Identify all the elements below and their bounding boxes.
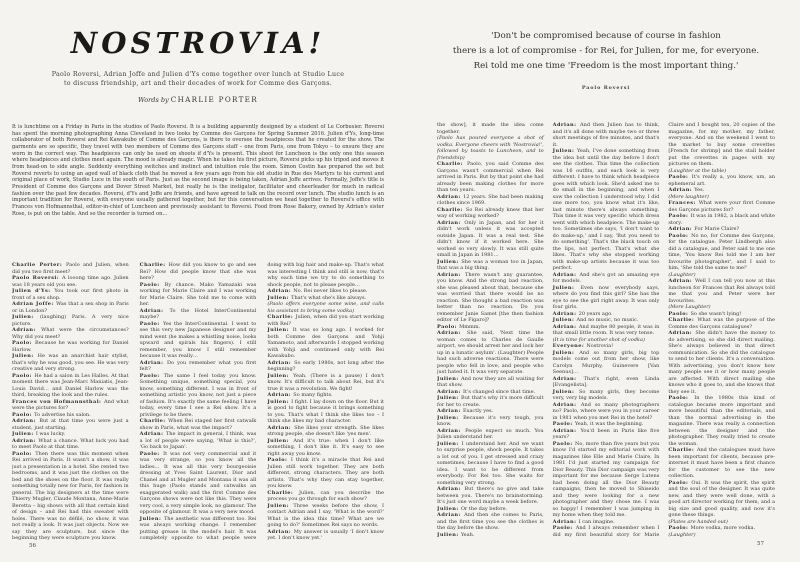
speaker-name: Adrian: [267,359,295,366]
stage-direction: (Paolo has poured everyone a shot of vodka. Everyone cheers with 'Nostrovia!', followed by toasts to Luncheon, and to friendship) [437,135,544,161]
dialogue-entry: Julien: That's what she's like always. [267,294,367,301]
speaker-name: Frances von Hofmannsthal: [12,398,105,405]
dialogue-entry: Adrian: And then Julien has to think, and it's all done with maybe two or three short meetings of five minutes, and that's it. [552,122,660,148]
dialogue-entry: Frances von Hofmannsthal: And what were the pictures for? [12,398,129,411]
dialogue-entry: Adrian: And so many photographers no? Paolo, where were you in your career in 1981 when you met Rei in the hotel? [552,401,660,421]
speaker-name: Adrian: [267,288,294,294]
dialogue-entry: Adrian: She likes your strength. She likes strong people, she doesn't like 'yes men'. [267,424,384,437]
dialogue-entry: Julien: But that's why it's more difficult for her to create. [437,395,544,408]
dialogue-entry: Paolo Roversi: A looong time ago. Julien was 18 years old you see. [12,275,129,288]
dialogue-entry: Adrian: I can imagine. [552,518,615,525]
speaker-name: Adrian: [437,271,465,278]
speaker-name: Adrian Joffe: [12,301,57,307]
dialogue-entry: Charlie: How did you know to go and see Rei? How did people know that she was here? [139,262,257,281]
speaker-name: Julien: [552,148,578,154]
quote-line-3: Rei told me one time 'Freedom is the most important thing.' [473,60,739,71]
speaker-name: Frances: [668,200,699,206]
dialogue-entry: Adrian: And then she comes to Paris, and the first time you see the clothes is the day before the show. [437,512,544,531]
speaker-name: Julien: [552,284,581,291]
speaker-name: Adrian: [552,427,581,434]
dialogue-entry: Julien: Yeah. (There is a pause) I don't know. It's difficult to talk about Rei, but it's true it was a revolution. We fight! [267,372,384,392]
dialogue-entry: Julien: Or the day before. [437,505,508,512]
dialogue-entry: Julien: And so many girls, big top models come out from her show, like Carolyn Murphy, Guinevere [Van Seenus]… [552,349,660,375]
speaker-name: Julien: [267,294,292,301]
dialogue-entry: Adrian: But at that time you were just a student, just starting. [12,418,129,431]
dialogue-entry: Adrian: What a chance. What luck you had to meet Paolo at that time. [12,437,129,450]
dialogue-entry: Julien: The aesthetic was different too. Rei was always working change. I remember putting grease in the model's hair. It was completely opposite to what people were doing with big hair and make-up. That's what was interesting I think and still is now, that's why each time we try to do something to shock people, not to please people… [139,262,384,541]
speaker-name: Adrian: [552,323,579,330]
speaker-name: Paolo: [437,323,460,330]
dialogue-entry: Julien: And now they are all waiting for that show. [437,375,544,388]
dialogue-entry: Paolo: Yeah, it was the beginning. [552,421,644,427]
dialogue-entry: Julien: Because it's very tough, you know. [437,414,544,427]
speaker-name: Adrian: [552,518,579,525]
dialogue-entry: Paolo: Oui. It was the spirit, the spirit and the soul of the designer. It was quite new, and they were well done, with a good art director working for them, and a big size and good quality, and now it's gone these things. [668,479,775,518]
dialogue-entry: Adrian: 20 years ago. [552,310,613,317]
intro-paragraph: It is lunchtime on a Friday in Paris in the studios of Paolo Roversi. It is a building apparently designed by a student of Le Corbusier. Roversi has spent the morning photographing Anna Cleveland in two looks by Comme des Garçons for Spring Summer 2016. Julien d'Ys, long-time collaborator of both Roversi and Rei Kawakubo of Comme des Garçons, is there to oversee the headpieces that he created for the show. The garments are so specific, they travel with two members of Comme des Garçons staff – one from Paris, one from Tokyo – to ensure they are worn in the correct way. The headpieces can only be used on shoots if d'Ys is present. This shoot for Luncheon is the only one this season where headpieces and clothes meet again. The mood is already magic. When he takes his first picture, Roversi picks up his tripod and moves it from head-on to side angle. Suddenly everything switches and instinct and intuition rule the room. Simon Costin has prepared the set but Roversi reverts to using an aged wall of black cloth that he moved a few years ago from his old studio in Rue des Martyrs to his current and original place of work, Studio Luce in the south of Paris. Just as the second image is being taken, Adrian Joffe arrives. Formally, Joffe's title is President of Comme des Garçons and Dover Street Market, but really he is the instigator, facilitator and cheerleader for much in radical fashion over the past few decades. Roversi, d'Ys and Joffe are friends, and have agreed to talk on the record over lunch. The studio lunch is an important tradition for Roversi, with everyone usually gathered together, but for this conversation we head together to Roversi's office with Frances von Hofmannsthal, editor-in-chief of Luncheon and previously assistant to Roversi. Food from Rose Bakery, owned by Adrian's sister Rose, is put on the table. And so the recorder is turned on… [12,124,384,217]
speaker-name: Adrian: [437,388,463,395]
dialogue-entry: Paolo: No, more than five years but you know I'd started my editorial work with magazines like Elle and Marie Claire. In 1981 I'd just started my campaign for Dior Beauty. This Dior campaign was very important for me because Serge Lutens had been doing all the Dior Beauty campaigns, then he moved to Shiseido and they were looking for a new photographer and they chose me. I was so happy! I remember I was jumping in my home when they told me. [552,440,660,518]
article-title: NOSTROVIA! [70,26,326,60]
speaker-name: Everyone: [552,343,587,349]
speaker-name: Adrian: [12,418,40,424]
speaker-name: Julien: [552,349,580,356]
dialogue-entry: Julien: I was lucky. [12,431,66,437]
dialogue-entry: Paolo: It was in 1982, a black and white story. [668,213,775,226]
stage-direction: (Laughter) [668,271,696,278]
dialogue-entry: Adrian: And she's got an amazing eye for models. [552,271,660,284]
dialogue-entry: Adrian: To the Hotel InterContinental maybe? [139,307,257,320]
dialogue-entry: Paolo: The same I feel today you know. Something unique, something special, you know, something different. I was in front of something artistic you know, not just a piece of fashion. It's exactly the same feeling I have today, every time I see a Rei show. It's a privilege to be there. [139,372,257,418]
dialogue-entry: Adrian: So early 1980s, not long after the beginning? [267,359,384,372]
dialogue-entry: Julien: And no music, no music. [552,317,639,323]
quote-line-1: 'Don't be compromised because of course in fashion [491,31,721,41]
speaker-name: Adrian: [437,408,463,414]
speaker-name: Adrian: [139,307,170,314]
speaker-name: Adrian: [552,271,580,278]
speaker-name: Julien: [12,353,38,359]
speaker-name: Paolo: [139,450,164,457]
speaker-name: Charlie: [267,489,300,496]
pull-quote [437,29,775,73]
dialogue-entry: Charlie: What was the purpose of the Comme des Garçons catalogues? [668,317,775,330]
dialogue-entry: Paolo: To advertise his salon. [12,411,91,418]
speaker-name: Adrian: [12,327,42,333]
dialogue-columns-left [12,262,384,543]
dialogue-entry: Julien: Yeah. [437,531,475,538]
dialogue-entry: Adrian: She didn't have the money to do advertising, so she did direct mailing. She's always believed in that direct communication. So she did the catalogue to send to her clients. It's a conversation. With advertising, you don't know how many people see it or how many people are affected. With direct mailing she knows who it goes to, and she knows that they see it. [668,330,775,395]
speaker-name: Adrian: [437,427,466,434]
speaker-name: Paolo: [139,372,164,379]
speaker-name: Paolo: [12,411,35,418]
speaker-name: Charlie: [139,418,169,424]
page-number-right: 57 [757,541,764,547]
speaker-name: Julien: [437,414,464,421]
dialogue-entry: Adrian: Well I can tell you now at this luncheon for Frances that Rei always told me that you and Peter were her favourites. [668,278,775,304]
speaker-name: Charlie Porter: [12,262,66,268]
dialogue-entry: Charlie: Julien, when did you start working with Rei? [267,314,384,327]
dialogue-entry: Adrian: No. Rei never likes to please. [267,288,368,294]
dialogue-entry: Adrian Joffe: Was that a sex shop in Paris or in London? [12,301,129,314]
dialogue-entry: Charlie: When Rei staged her first catwalk show in Paris, what was the impact? [139,418,257,431]
dialogue-entry: Paolo: No no, for Comme des Garçons, for the catalogue. Peter Lindbergh also did a catalogue, and Peter said to me one time, 'You know Rei told me I am her favourite photographer', and I said to him, 'She told the same to me!' [668,232,775,271]
dialogue-entry: Charlie Porter: Paolo and Julien, when did you two first meet? [12,262,129,275]
speaker-name: Julien: [552,388,579,395]
dialogue-entry: Adrian: What were the circumstances? Why did you meet? [12,327,129,340]
speaker-name: Paolo: [12,372,35,379]
speaker-name: Julien: [437,395,462,401]
speaker-name: Charlie: [437,206,466,213]
speaker-name: Adrian: [139,359,168,366]
speaker-name: Julien: [437,258,462,265]
subtitle-line-1: Paolo Roversi, Adrian Joffe and Julien d'Ys come together over lunch at Studio Luce [51,71,345,78]
dialogue-entry: Adrian: And maybe 80 people, it was in that small little room. It was very tense. [552,323,660,336]
speaker-name: Julien: [139,515,164,522]
speaker-name: Julien: [12,431,36,437]
speaker-name: Julien: [267,327,293,333]
speaker-name: Adrian: [552,401,581,408]
dialogue-entry: Julien: Yeah, I've done something from the idea but until the day before I don't see the clothes. This time the collection was 16 outfits, and each look is very different. I have to think which headpiece goes with which look. She'd asked me to do small in the beginning, and when I saw the collection I understood why. I did one more too, you know what it's like, last minute there's always something. This time it was very specific which dress went with which headpiece. The make-up too. Sometimes she says, 'I don't want to do make-up,' and I say, 'But you need to do something'. That's the black touch on the lips, not perfect. That's what she likes. That's why she stopped working with make-up artists because it was too perfect. [552,148,660,271]
stage-direction: (Laughter at the table) [668,167,727,174]
speaker-name: Adrian: [267,424,295,431]
dialogue-entry: Julien: It was so long ago. I worked for both Comme des Garçons and Yohji Yamamoto, and afterwards I stopped working with Yohji and continued only with Rei Kawakubo. [267,327,384,359]
dialogue-entry: Julien: I understand her. And we want to surprise people, shock people. It takes a lot out of you. I get stressed and crazy sometimes, because I have to find a good idea. I want to be different from everybody. For Rei too. She waits for something very strong. [437,440,544,486]
dialogue-entry: Adrian: That's right, even Linda [Evangelista]. [552,375,660,388]
speaker-name: Julien: [12,314,40,320]
dialogue-entry: Julien d'Ys: You took our first photo in front of a sex shop. [12,288,129,301]
dialogue-columns-right [437,122,775,543]
dialogue-entry: Adrian: Exactly yes. [437,408,494,414]
speaker-name: Julien: [437,531,461,538]
dialogue-entry: Paolo: He had a salon in Les Halles. At that moment there was Jean-Marc Maniatis, Jean-Louis David… and Daniel Harlow was the third, breaking the look and the rules. [12,372,129,398]
dialogue-entry: Charlie: And the catalogues must have been important for clients, because pre-internet it must have been a first chance for the customer to see the new collection. [668,447,775,479]
dialogue-entry: Julien: Three weeks before the show, I contact Adrian and I say, 'What is the word?' What is the idea this time? What are we going to do?' Sometimes Rei says no words. [267,502,384,528]
dialogue-entry: Adrian: Yes. [668,187,705,193]
dialogue-entry: Paolo: So she wasn't lying! [668,310,742,317]
speaker-name: Adrian: [267,392,294,398]
speaker-name: Paolo: [552,525,576,531]
speaker-name: Adrian: [437,330,467,336]
dialogue-entry: Charlie: Julien, can you describe the process you go through for each show? [267,489,384,502]
dialogue-entry: Paolo: Yes the InterContinental. I went to see this very new Japanese designer and my mind went (he makes a whistling noise, looks upward and spirals his fingers). I still remember, you know I still remember because it was really… [139,320,257,359]
speaker-name: Paolo Roversi: [12,275,62,281]
stage-direction: (Plates are handed out) [668,518,728,525]
speaker-name: Adrian: [552,375,584,382]
dialogue-entry: Paolo: More vodka, more vodka. [668,525,756,531]
speaker-name: Paolo: [552,421,575,427]
speaker-name: Julien: [437,440,462,447]
dialogue-entry: Julien: He was an anarchist hair stylist, that's why he was good, you see. He was very creative and very strong. [12,353,129,372]
dialogue-entry: Julien: So many girls, they become very, very big models. [552,388,660,401]
speaker-name: Adrian: [552,310,579,317]
speaker-name: Paolo: [668,310,691,317]
speaker-name: Julien: [267,372,294,379]
dialogue-entry: Julien: (laughing) Paris. A very nice picture. [12,314,129,327]
dialogue-entry: Paolo: Because he was working for Daniel Harlow. [12,340,129,353]
speaker-name: Charlie: [668,317,698,323]
quote-attribution: Paolo Roversi [581,85,631,91]
dialogue-entry: the show], it made the idea come together. [437,122,544,135]
speaker-name: Paolo: [668,174,692,180]
speaker-name: Adrian: [437,512,465,518]
dialogue-entry: Adrian: But there's no give and take between you. There's no brainstorming. It's just one word maybe a week before. [437,486,544,505]
stage-direction: (More laughter) [668,193,709,200]
speaker-name: Adrian: [668,330,696,336]
speaker-name: Adrian: [437,486,465,492]
dialogue-entry: Adrian: It's changed since that time. [437,388,536,395]
quote-line-2: there is a lot of compromise - for Rei, for Julien, for me, for everyone. [452,45,760,56]
speaker-name: Paolo: [12,450,36,457]
dialogue-entry: Paolo: Then there was this moment when Rei arrived in Paris. It wasn't a show, it was just a presentation in a hotel. She rented two bedrooms, and it was just the clothes on the bed and the shoes on the floor. It was really something totally new for Paris, for fashion in general. The big designers at the time were Thierry Mugler, Claude Montana, Anne-Marie Beretta – big shows with all that certain kind of design – and Rei had this sweater with holes. There was no défilé, no show, it was not really a look. It was just objects. Now we say they are sculpture, but since the beginning they were sculpture you know. [12,450,129,541]
speaker-name: Paolo: [668,479,692,486]
speaker-name: Paolo: [552,440,575,447]
byline-author: CHARLIE PORTER [170,95,258,104]
speaker-name: Julien d'Ys: [12,288,55,294]
speaker-name: Adrian: [437,193,464,200]
dialogue-entry: Paolo: In the 1980s this kind of catalogue became more important and more beautiful than the editorials, and than the normal advertising in the magazine. There was really a connection between the designer and the photographer. They really tried to create the woman. [668,395,775,447]
dialogue-entry: Adrian: Only in Japan, and for her it didn't work unless it was accepted outside Japan. It was a real test. She didn't know if it worked here. She worked so very slowly. It was still quite small in Japan in 1981… [437,219,544,258]
dialogue-entry: Adrian: There wasn't any guarantee, you know. And the strong bad reaction, she was pleased about that, because she was worried that there would be no reaction. She thought a bad reaction was better than no reaction. Do you remember Janie Samet [the then fashion editor of Le Figaro]? [437,271,544,323]
speaker-name: Paolo: [139,320,163,327]
dialogue-entry: Paolo: It was not very commercial and it was very strange, so you know all the ladies… It was all this very bourgeoisie dressing at Yves Saint Laurent, Dior and Chanel and at Mugler and Montana it was all this huge (Paolo stands and catwalks an exaggerated walk) and the first Comme des Garçons shows were not like this. They were very cool, a very simple look, no glamour. The opposite of glamour. It was a very new mood. [139,450,257,515]
byline [12,95,384,104]
dialogue-entry: Adrian: People expect so much. You Julien understand her. [437,427,544,440]
dialogue-entry: Paolo: By chance. Mako Yamazaki was working for Marie Claire and I was working for Marie Claire. She told me to come with her. [139,281,257,307]
speaker-name: Charlie: [267,314,296,320]
dialogue-entry: Julien: I fight. I lay down on the floor. But it is good to fight because it brings something to you. That's what I think she likes too – I think she likes my bad character. [267,398,384,424]
subtitle-line-2: to discuss friendship, art and their decades of work for Comme des Garçons. [63,80,333,87]
speaker-name: Julien: [267,398,292,405]
dialogue-entry: Paolo: Mmmm. [437,323,481,330]
dialogue-entry: Julien: And it's true: when I don't like something, I don't like it. It's easy to see right away you know. [267,437,384,457]
dialogue-entry: Adrian: My answer is usually 'I don't know yet. I don't know yet.' [267,528,384,541]
stage-direction: (More Laughter) [668,304,711,310]
speaker-name: Julien: [437,505,461,512]
dialogue-entry: Adrian: You'd been in Paris like five years? [552,427,660,440]
speaker-name: Julien: [437,375,461,382]
dialogue-entry: Adrian: Do you remember what you first felt? [139,359,257,372]
dialogue-entry: Everyone: Nostrovia! [552,343,614,349]
speaker-name: Paolo: [139,281,165,288]
dialogue-entry: Charlie: So Rei already knew that her way of working worked? [437,206,544,219]
dialogue-entry: Adrian: For Marie Claire? [668,226,740,232]
stage-direction: (It is time for another shot of vodka) [552,336,645,343]
speaker-name: Charlie: [668,447,697,453]
dialogue-entry: Paolo: And I always remember when I did my first beautiful story for Marie Claire and I bought ten, 20 copies of the magazine, for my mother, my father, everyone. And on the weekend I went to the market to buy some crevettes [French for shrimp] and the stall holder put the crevettes in pages with my pictures on them. [552,122,775,538]
speaker-name: Paolo: [12,340,36,346]
speaker-name: Paolo: [668,395,695,401]
speaker-name: Charlie: [437,161,467,167]
dialogue-entry: Adrian: The impact in general, I think, was a lot of people were saying, 'What is this?', 'Go back to Japan'. [139,431,257,450]
speaker-name: Paolo: [668,232,692,239]
byline-prefix: Words by [138,96,169,104]
speaker-name: Adrian: [139,431,166,437]
dialogue-entry: Paolo: It's really a, you know, um, an ephemeral art. [668,174,775,187]
dialogue-entry: Adrian: 12 years. She had been making clothes since 1969. [437,193,544,206]
page-number-left: 56 [29,543,36,549]
right-page [437,0,775,562]
speaker-name: Paolo: [668,525,691,531]
speaker-name: Julien: [267,437,294,444]
dialogue-entry: Frances: What were your first Comme des Garçons pictures for? [668,200,775,213]
speaker-name: Julien: [267,502,294,509]
dialogue-entry: Paolo: I think it's a miracle that Rei and Julien still work together. They are both different, strong characters. They are both artists. That's why they can stay together, you know. [267,457,384,489]
speaker-name: Adrian: [12,437,39,444]
stage-direction: (Laughter) [668,531,696,538]
speaker-name: Paolo: [668,213,691,219]
speaker-name: Paolo: [267,457,291,463]
article-subtitle [12,70,384,88]
speaker-name: Adrian: [437,219,465,226]
speaker-name: Adrian: [552,122,580,128]
dialogue-entry: Julien: Even now everybody says, where do you find this girl? She has the eye to see the girl right away. It was only four girls. [552,284,660,310]
speaker-name: Adrian: [668,278,695,284]
speaker-name: Charlie: [139,262,169,268]
dialogue-entry: Charlie: Paolo, you said Comme des Garçons wasn't commercial when Rei arrived in Paris. But by that point she had already been making clothes for more than ten years. [437,161,544,193]
left-page [12,0,384,562]
speaker-name: Adrian: [668,187,695,193]
dialogue-entry: Julien: She was a woman too in Japan, that was a big thing. [437,258,544,271]
stage-direction: (Paolo offers everyone some wine, and calls his assistant to bring some vodka) [267,301,384,314]
speaker-name: Adrian: [267,528,294,535]
dialogue-entry: Adrian: So many fights. [267,392,333,398]
speaker-name: Adrian: [668,226,695,232]
dialogue-entry: Adrian: She said, 'Next time the woman comes to Charles de Gaulle airport, we should arrest her and lock her up in a lunatic asylum'. (Laughter) People had such adverse reactions. There were people who fell in love, and people who just hated it. It was very separate. [437,330,544,375]
speaker-name: Julien: [552,317,577,323]
